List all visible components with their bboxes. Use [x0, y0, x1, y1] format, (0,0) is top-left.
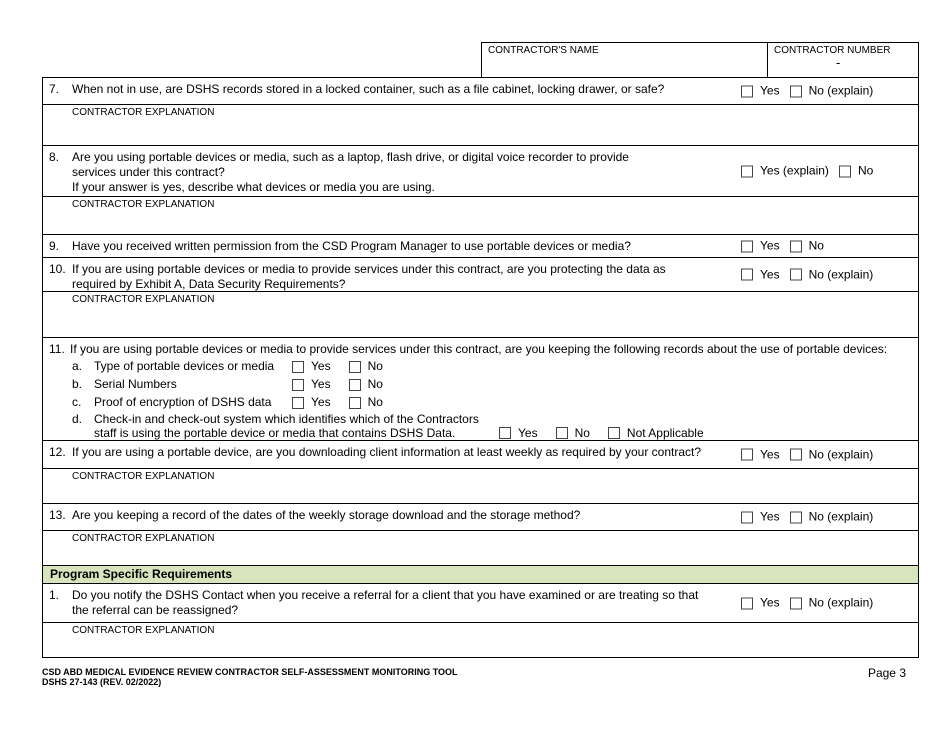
yes-checkbox[interactable]	[292, 379, 304, 391]
yes-label: Yes	[311, 359, 331, 373]
yes-checkbox[interactable]	[499, 427, 511, 439]
question-13	[43, 504, 918, 531]
no-checkbox[interactable]	[790, 240, 802, 252]
record-item-a	[72, 359, 401, 374]
no-option[interactable]	[790, 596, 874, 611]
yes-checkbox[interactable]	[741, 85, 753, 97]
question-text: Do you notify the DSHS Contact when you receive a referral for a client that you have examined or are treating so that the referral can be reassigned?	[72, 588, 699, 617]
yes-option[interactable]	[741, 596, 780, 611]
answer-options	[741, 164, 883, 179]
record-item-b	[72, 377, 401, 392]
yes-checkbox[interactable]	[741, 165, 753, 177]
answer-options	[741, 447, 883, 462]
no-label: No	[808, 238, 824, 253]
no-label: No	[367, 377, 383, 391]
no-checkbox[interactable]	[790, 449, 802, 461]
yes-label: Yes	[760, 595, 780, 610]
item-label-continued: staff is using the portable device or media that contains DSHS Data.	[94, 426, 456, 440]
section-header: Program Specific Requirements	[43, 566, 918, 584]
question-number: 12.	[49, 445, 66, 459]
question-11	[43, 338, 918, 441]
explanation-label: CONTRACTOR EXPLANATION	[72, 199, 215, 210]
yes-label: Yes (explain)	[760, 163, 829, 178]
answer-options	[741, 267, 883, 282]
contractor-number-field[interactable]	[768, 43, 918, 77]
yes-checkbox[interactable]	[741, 449, 753, 461]
yes-checkbox[interactable]	[292, 397, 304, 409]
question-12	[43, 441, 918, 469]
questionnaire-form	[42, 77, 919, 658]
explanation-field-12[interactable]	[43, 469, 918, 504]
explanation-field-10[interactable]	[43, 292, 918, 338]
question-text: If you are using portable devices or media to provide services under this contract, are you keeping the following records about the use of portable devices:	[70, 342, 888, 356]
answer-options	[741, 239, 834, 254]
yes-label: Yes	[311, 377, 331, 391]
explanation-label: CONTRACTOR EXPLANATION	[72, 107, 215, 118]
question-number: 11.	[49, 342, 65, 356]
yes-label: Yes	[518, 426, 538, 440]
explanation-label: CONTRACTOR EXPLANATION	[72, 471, 215, 482]
contractor-number-value: -	[836, 55, 841, 70]
no-option[interactable]	[349, 359, 383, 374]
program-question-1	[43, 584, 918, 623]
no-option[interactable]	[839, 164, 873, 179]
question-number: 1.	[49, 588, 60, 602]
item-label: Proof of encryption of DSHS data	[94, 395, 272, 409]
question-number: 7.	[49, 82, 60, 96]
question-8	[43, 146, 918, 197]
yes-option[interactable]	[499, 426, 538, 440]
page-number: Page 3	[867, 666, 906, 680]
question-9	[43, 235, 918, 258]
no-option[interactable]	[790, 84, 874, 99]
no-checkbox[interactable]	[790, 269, 802, 281]
no-checkbox[interactable]	[790, 511, 802, 523]
no-label: No	[367, 359, 383, 373]
no-option[interactable]	[790, 447, 874, 462]
no-option[interactable]	[349, 395, 383, 410]
record-item-c	[72, 395, 401, 410]
answer-options	[741, 596, 883, 611]
item-label: Check-in and check-out system which identifies which of the Contractors	[94, 412, 479, 426]
question-number: 9.	[49, 239, 60, 253]
no-checkbox[interactable]	[790, 85, 802, 97]
no-label: No	[574, 426, 590, 440]
contractor-header	[481, 42, 919, 78]
yes-checkbox[interactable]	[741, 597, 753, 609]
yes-checkbox[interactable]	[741, 511, 753, 523]
record-item-d	[72, 412, 704, 440]
yes-option[interactable]	[292, 395, 331, 410]
no-option[interactable]	[790, 510, 874, 525]
question-text: If you are using a portable device, are you downloading client information at least weekly as required by your contract?	[72, 445, 702, 459]
yes-option[interactable]	[741, 267, 780, 282]
question-text: Are you using portable devices or media, such as a laptop, flash drive, or digital voice recorder to provide services under this contract?	[72, 150, 629, 179]
no-label: No (explain)	[808, 83, 874, 98]
no-option[interactable]	[790, 239, 824, 254]
contractor-name-field[interactable]	[482, 43, 768, 77]
no-checkbox[interactable]	[790, 597, 802, 609]
question-text: Are you keeping a record of the dates of the weekly storage download and the storage method?	[72, 508, 581, 522]
yes-option[interactable]	[741, 84, 780, 99]
question-number: 10.	[49, 262, 66, 276]
no-label: No (explain)	[808, 509, 874, 524]
yes-option[interactable]	[741, 447, 780, 462]
question-number: 13.	[49, 508, 66, 522]
yes-option[interactable]	[292, 359, 331, 374]
not-applicable-checkbox[interactable]	[608, 427, 620, 439]
no-option[interactable]	[556, 426, 590, 440]
not-applicable-label: Not Applicable	[626, 426, 704, 440]
no-label: No (explain)	[808, 267, 874, 281]
not-applicable-option[interactable]	[608, 426, 704, 440]
no-checkbox[interactable]	[556, 427, 568, 439]
yes-option[interactable]	[741, 164, 829, 179]
no-checkbox[interactable]	[349, 397, 361, 409]
yes-label: Yes	[760, 238, 780, 253]
no-label: No (explain)	[808, 595, 874, 610]
no-label: No	[367, 395, 383, 409]
explanation-field-p1[interactable]	[43, 623, 918, 658]
no-option[interactable]	[790, 267, 874, 282]
explanation-field-7[interactable]	[43, 105, 918, 146]
contractor-name-label: CONTRACTOR'S NAME	[488, 45, 599, 56]
item-letter: a.	[72, 359, 83, 373]
yes-label: Yes	[760, 509, 780, 524]
question-7	[43, 78, 918, 105]
item-label: Type of portable devices or media	[94, 359, 275, 373]
answer-options	[741, 510, 883, 525]
explanation-field-8[interactable]	[43, 197, 918, 235]
explanation-label: CONTRACTOR EXPLANATION	[72, 294, 215, 305]
explanation-label: CONTRACTOR EXPLANATION	[72, 533, 215, 544]
yes-label: Yes	[311, 395, 331, 409]
yes-option[interactable]	[292, 377, 331, 392]
item-letter: d.	[72, 412, 83, 426]
yes-label: Yes	[760, 447, 780, 461]
contractor-number-label: CONTRACTOR NUMBER	[774, 45, 891, 56]
item-label: Serial Numbers	[94, 377, 177, 391]
yes-checkbox[interactable]	[292, 361, 304, 373]
answer-options	[741, 84, 883, 99]
yes-label: Yes	[760, 83, 780, 98]
no-label: No	[857, 163, 874, 178]
question-text: If you are using portable devices or media to provide services under this contract, are you protecting the data as required by Exhibit A, Data Security Requirements?	[72, 262, 666, 291]
form-title: CSD ABD MEDICAL EVIDENCE REVIEW CONTRACTOR SELF-ASSESSMENT MONITORING TOOL	[42, 667, 458, 677]
item-letter: c.	[72, 395, 82, 409]
yes-checkbox[interactable]	[741, 240, 753, 252]
page-footer	[42, 667, 919, 687]
yes-label: Yes	[760, 267, 780, 281]
yes-option[interactable]	[741, 239, 780, 254]
explanation-label: CONTRACTOR EXPLANATION	[72, 625, 215, 636]
question-number: 8.	[49, 150, 60, 164]
question-text: When not in use, are DSHS records stored in a locked container, such as a file cabinet, locking drawer, or safe?	[72, 82, 665, 96]
no-option[interactable]	[349, 377, 383, 392]
no-checkbox[interactable]	[349, 361, 361, 373]
no-label: No (explain)	[808, 447, 874, 461]
item-letter: b.	[72, 377, 83, 391]
question-10	[43, 258, 918, 292]
yes-option[interactable]	[741, 510, 780, 525]
form-id: DSHS 27-143 (REV. 02/2022)	[42, 677, 162, 687]
explanation-field-13[interactable]	[43, 531, 918, 566]
question-subtext: If your answer is yes, describe what devices or media you are using.	[72, 180, 435, 194]
yes-checkbox[interactable]	[741, 269, 753, 281]
no-checkbox[interactable]	[349, 379, 361, 391]
question-text: Have you received written permission from the CSD Program Manager to use portable devices or media?	[72, 239, 631, 253]
no-checkbox[interactable]	[839, 165, 851, 177]
